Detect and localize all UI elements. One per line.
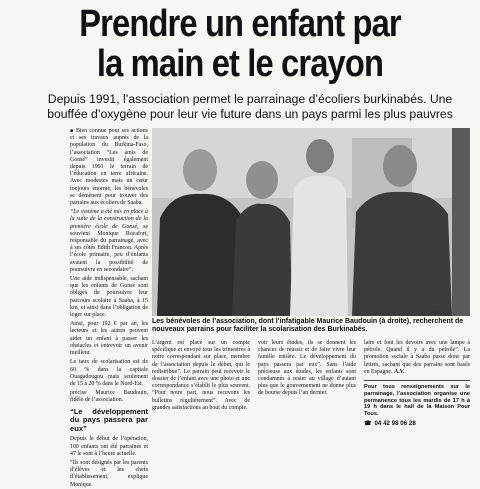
- headline-line-1: Prendre un enfant par: [79, 3, 401, 45]
- paragraph: L’argent est placé sur un compte spécifique et envoyé tous les trimestres à notre correspondant sur place, membre de l’association depuis le début, qui le redistribue”. Le parrain peut recevoir le dossier de l’enfant avec une photo et une correspondance s’établit le plus souvent. “Pour notre part, nous recevons les bulletins régulièrement”. Avec de grandes satisfactions au bout du compte.: [152, 340, 250, 411]
- photo-credit: Photo A.V.: [430, 310, 451, 315]
- quote-continuation: , se souvient Monique Rocafort, responsable du parrainage, avec à ses côtés Edith Francon. Après l’école primaire, peu d’enfants avaient la possibilité de poursuivre en secondaire”.: [70, 223, 148, 273]
- body-column-2: [258, 340, 356, 476]
- body-column-3: [364, 340, 470, 476]
- paragraph: voir leurs études, ils se donnent les chances de réussir et de faire vivre leur famille entière. Le développement du pays passera par eux”. Sans l’aide précieuse aux études, les enfants sont condamnés à rester au village d’autant plus que le gouvernement ne donne plus de bourse depuis l’an dernier.: [258, 340, 356, 397]
- phone-text: 04 42 98 06 28: [374, 420, 416, 427]
- headline: [34, 4, 447, 84]
- intro-paragraph: ■ Bien connue pour ses actions et ses travaux auprès de la population du Burkina-Faso, l’association “Les amis de Gonsé” investit également depuis 1991 le terrain de l’éducation en terre africaine. Avec modestes mais un cœur toujours énorme, les bénévoles se démènent pour trouver des parrains aux écoliers de Saaba.: [70, 128, 148, 207]
- paragraph: Une aide indispensable, sachant que les enfants de Gonsé sont obligés de poursuivre leur parcours scolaire à Saaba, à 15 km, et ainsi dans l’obligation de loger sur place.: [70, 276, 148, 319]
- paragraph-text: laire et font les devoirs avec une lampe à pétrole. Quand il y a du pétrole”. La promotion sociale à Saaba passe donc par lettres, sachant que des parrains sont basés en Espagne.: [364, 340, 470, 375]
- photo-illustration: [152, 128, 470, 316]
- quote-paragraph: [70, 209, 148, 274]
- paragraph: Ainsi, pour 192 € par an, les lecteurs et les autres peuvent aider un enfant à passer les obstacles et entrevoir un avenir meilleur.: [70, 321, 148, 357]
- subheading: “Le développement du pays passera par eux”: [70, 406, 148, 433]
- info-text: Pour tous renseignements sur le parrainage, l’association organise une permanence tous les mardis de 17 h à 19 h dans le hall de la Maison Pour Tous.: [364, 384, 470, 418]
- phone-number: [364, 421, 416, 428]
- quote-text: “Le système a été mis en place à la suite de la construction de la première école de Gonsé: [70, 209, 148, 230]
- paragraph: précise Maurice Baudouin, fidèle de l’association.: [70, 390, 148, 404]
- headline-line-2: la main et le crayon: [96, 43, 384, 85]
- paragraph: [364, 340, 470, 376]
- phone-icon: ☎: [364, 421, 372, 427]
- paragraph: Le taux de scolarisation est de 60 % dans la capitale Ouagadougou mais seulement de 15 à 20 % dans le Nord-Est.: [70, 359, 148, 387]
- photo-caption: Les bénévoles de l’association, dont l’infatigable Maurice Baudouin (à droite), recherchent de nouveaux parrains pour faciliter la scolarisation des Burkinabés.: [152, 318, 464, 334]
- author-signature: A.V.: [393, 368, 405, 375]
- info-box: [364, 380, 470, 428]
- standfirst: Depuis 1991, l’association permet le parrainage d’écoliers burkinabés. Une bouffée d’oxygène pour leur vie future dans un pays parmi les plus pauvres: [47, 92, 453, 121]
- group-photo: [152, 128, 470, 316]
- paragraph: “Ils sont désignés par les parents d’élèves et les chefs d’établissement, explique Monique.: [70, 459, 148, 488]
- paragraph: Depuis le début de l’opération, 100 enfants ont été parrainés et 47 le sont à l’heure actuelle.: [70, 436, 148, 457]
- body-column-1: [152, 340, 250, 476]
- left-column: [70, 128, 148, 488]
